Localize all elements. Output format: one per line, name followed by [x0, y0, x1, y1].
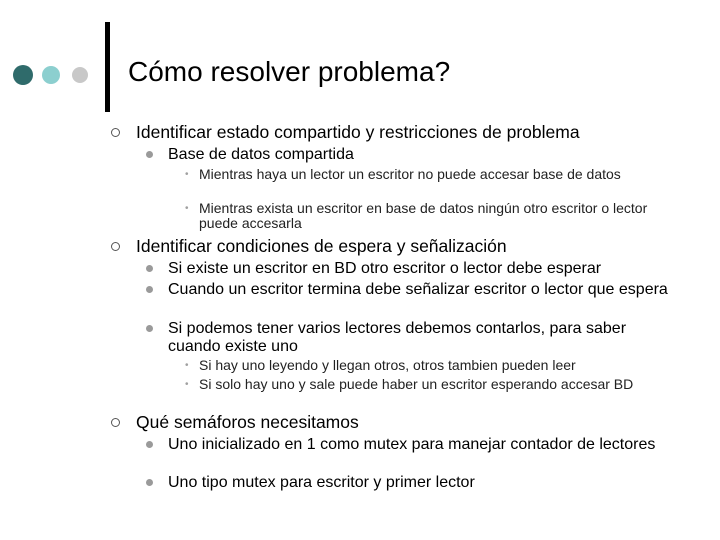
filled-circle-bullet-icon: [146, 151, 153, 158]
hollow-circle-bullet-icon: [111, 418, 120, 427]
bullet-text: Uno tipo mutex para escritor y primer lector: [168, 474, 475, 491]
hollow-circle-bullet-icon: [111, 242, 120, 251]
small-dot-bullet-icon: •: [185, 360, 189, 371]
bullet-l1: [136, 236, 696, 257]
bullet-text: Si podemos tener varios lectores debemos contarlos, para saber cuando existe uno: [168, 320, 627, 355]
bullet-text: Base de datos compartida: [168, 146, 354, 163]
bullet-text: Cuando un escritor termina debe señalizar escritor o lector que espera: [168, 281, 668, 298]
bullet-text: Identificar estado compartido y restricciones de problema: [136, 122, 580, 142]
bullet-l1: [136, 412, 696, 433]
bullet-l3: [185, 376, 669, 392]
bullet-text: Si existe un escritor en BD otro escritor o lector debe esperar: [168, 260, 602, 277]
hollow-circle-bullet-icon: [111, 128, 120, 137]
filled-circle-bullet-icon: [146, 479, 153, 486]
bullet-l2: [168, 320, 668, 356]
filled-circle-bullet-icon: [146, 265, 153, 272]
bullet-l3: [185, 200, 669, 231]
bullet-l2: [168, 260, 668, 278]
bullet-text: Identificar condiciones de espera y señalización: [136, 236, 507, 256]
filled-circle-bullet-icon: [146, 286, 153, 293]
bullet-l1: [136, 122, 696, 143]
small-dot-bullet-icon: •: [185, 203, 189, 214]
bullet-l2: [168, 146, 668, 164]
small-dot-bullet-icon: •: [185, 169, 189, 180]
bullet-l3: [185, 357, 669, 373]
bullet-text: Mientras exista un escritor en base de datos ningún otro escritor o lector puede accesarla: [199, 200, 648, 231]
bullet-text: Mientras haya un lector un escritor no puede accesar base de datos: [199, 166, 621, 182]
bullet-text: Uno inicializado en 1 como mutex para manejar contador de lectores: [168, 436, 656, 453]
slide-title: Cómo resolver problema?: [128, 56, 451, 87]
filled-circle-bullet-icon: [146, 441, 153, 448]
bullet-text: Si solo hay uno y sale puede haber un escritor esperando accesar BD: [199, 376, 634, 392]
bullet-text: Qué semáforos necesitamos: [136, 412, 359, 432]
bullet-l2: [168, 281, 668, 299]
bullet-l2: [168, 474, 668, 492]
bullet-l3: [185, 166, 669, 182]
bullet-l2: [168, 436, 668, 454]
small-dot-bullet-icon: •: [185, 379, 189, 390]
bullet-text: Si hay uno leyendo y llegan otros, otros tambien pueden leer: [199, 357, 576, 373]
filled-circle-bullet-icon: [146, 325, 153, 332]
